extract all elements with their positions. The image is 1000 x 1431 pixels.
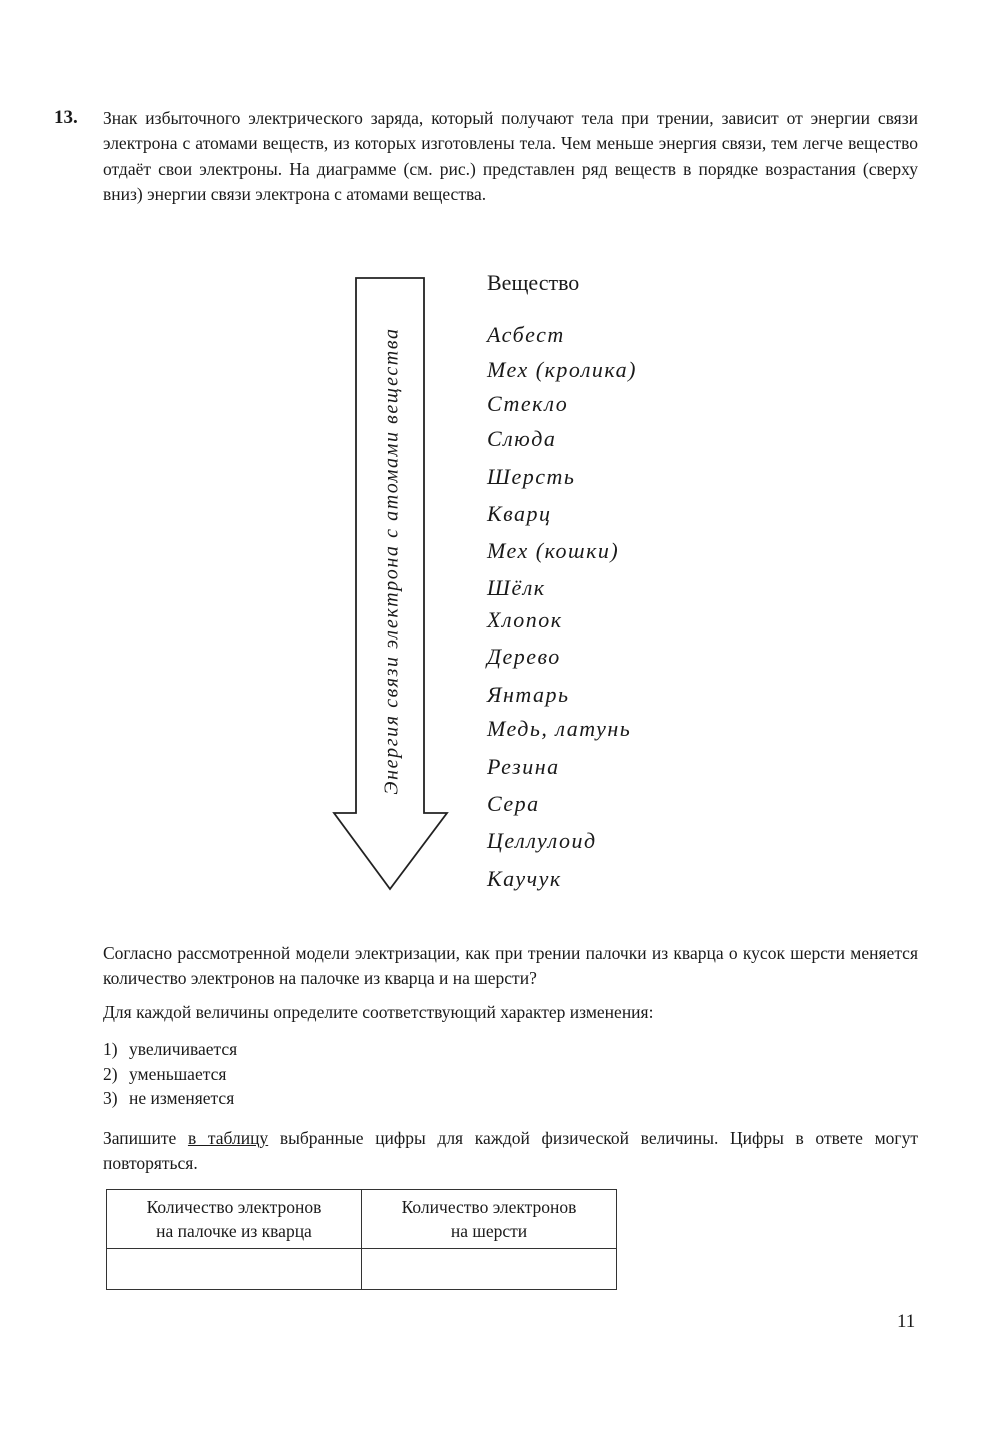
question-text: Знак избыточного электрического заряда, который получают тела при трении, зависит от энергии связи электрона с атомами веществ, из которых изготовлены тела. Чем меньше энергия связи, тем легче вещество отдаёт свои электроны. На диаграмме (см. рис.) представлен ряд веществ в порядке возрастания (сверху вниз) энергии связи электрона с атомами вещества.	[103, 108, 918, 204]
substance-item: Шерсть	[487, 464, 576, 489]
substance-item: Медь, латунь	[487, 716, 632, 741]
answer-note: Запишите в таблицу выбранные цифры для каждой физической величины. Цифры в ответе могут повторяться.	[103, 1128, 918, 1173]
substance-item: Янтарь	[487, 682, 570, 707]
substance-item: Сера	[487, 791, 540, 816]
table-header-row	[107, 1190, 617, 1249]
substance-item: Мех (кошки)	[487, 538, 620, 563]
substance-item: Шёлк	[487, 575, 546, 600]
page-number: 11	[897, 1311, 916, 1332]
table-reference: в таблицу	[187, 1128, 269, 1148]
substance-item: Хлопок	[487, 607, 563, 632]
options-list	[103, 1037, 237, 1111]
table-answer-row	[107, 1249, 617, 1290]
answer-cell-wool[interactable]	[362, 1249, 617, 1290]
arrow-label: Энергия связи электрона с атомами вещества	[380, 327, 403, 795]
question-number: 13.	[54, 107, 78, 128]
substance-item: Стекло	[487, 391, 569, 416]
instruction: Для каждой величины определите соответствующий характер изменения:	[103, 1002, 654, 1022]
substance-item: Мех (кролика)	[487, 357, 637, 382]
option-item: 3) не изменяется	[103, 1088, 235, 1108]
substance-item: Каучук	[487, 866, 562, 891]
answer-table	[106, 1189, 617, 1290]
substance-item: Асбест	[487, 322, 565, 347]
header-wool-electrons: Количество электронов на шерсти	[362, 1190, 617, 1249]
header-quartz-electrons: Количество электронов на палочке из кварца	[107, 1190, 362, 1249]
option-item: 2) уменьшается	[103, 1063, 227, 1084]
substance-item: Слюда	[487, 426, 557, 451]
substance-item: Кварц	[487, 501, 552, 526]
substance-item: Резина	[487, 754, 560, 779]
answer-cell-quartz[interactable]	[107, 1249, 362, 1290]
question-prompt: Согласно рассмотренной модели электризации, как при трении палочки из кварца о кусок шерсти меняется количество электронов на палочке из кварца и на шерсти?	[103, 943, 918, 988]
substance-item: Дерево	[487, 644, 561, 669]
option-item: 1) увеличивается	[103, 1039, 238, 1059]
substance-heading: Вещество	[487, 270, 580, 295]
substance-item: Целлулоид	[487, 828, 597, 853]
